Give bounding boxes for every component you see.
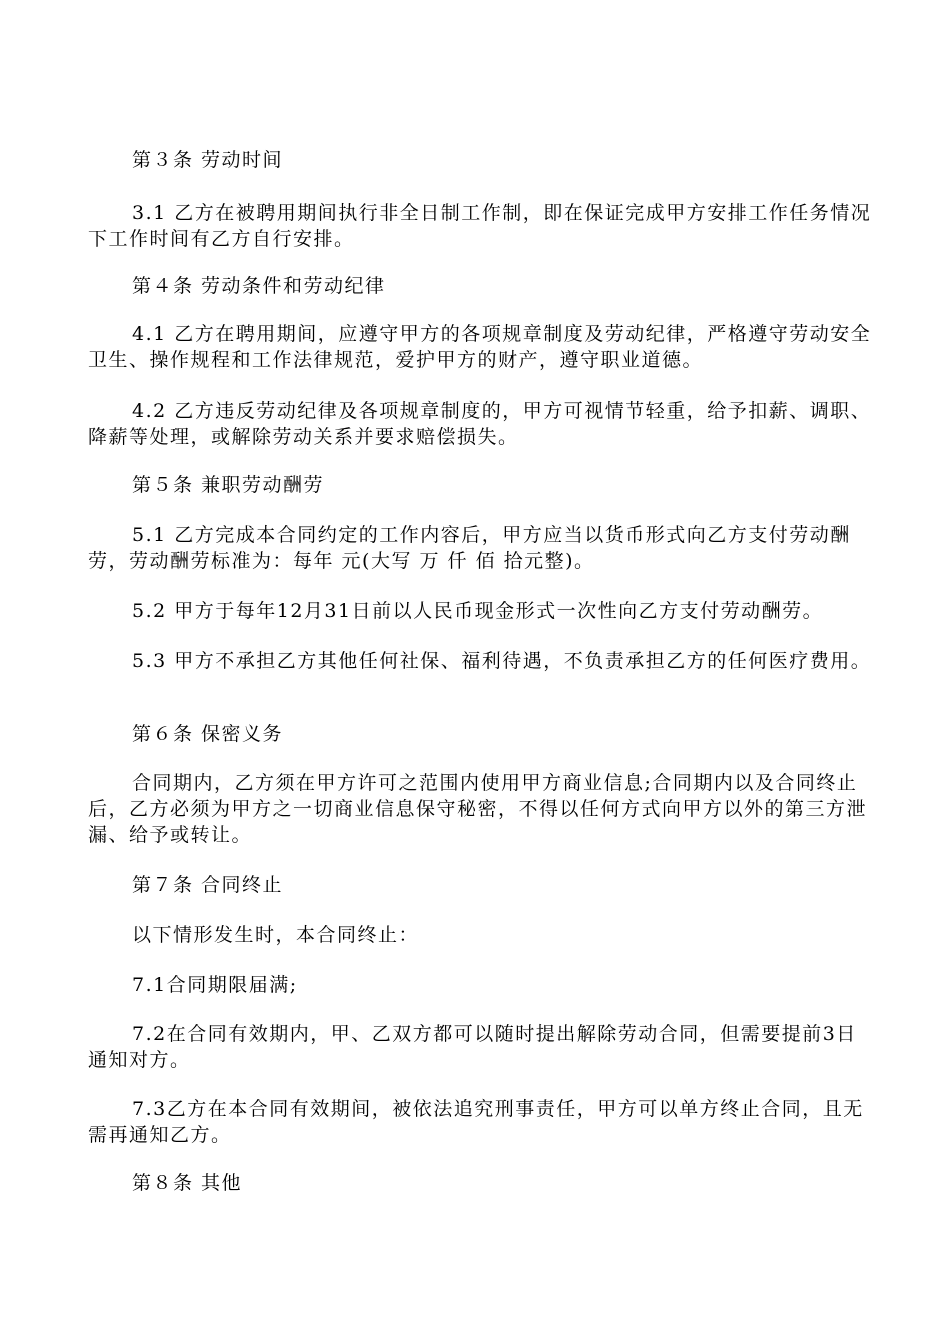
clause-5-3: 5.3 甲方不承担乙方其他任何社保、福利待遇，不负责承担乙方的任何医疗费用。 (132, 650, 872, 672)
clause-7-1: 7.1合同期限届满; (132, 974, 298, 996)
heading-article-4: 第４条 劳动条件和劳动纪律 (132, 275, 386, 297)
clause-4-2: 4.2 乙方违反劳动纪律及各项规章制度的，甲方可视情节轻重，给予扣薪、调职、降薪等处理，或解除劳动关系并要求赔偿损失。 (88, 400, 872, 448)
clause-3-1: 3.1 乙方在被聘用期间执行非全日制工作制，即在保证完成甲方安排工作任务情况下工作时间有乙方自行安排。 (88, 202, 872, 250)
heading-article-7: 第７条 合同终止 (132, 874, 284, 896)
clause-7-2: 7.2在合同有效期内，甲、乙双方都可以随时提出解除劳动合同，但需要提前3日通知对方。 (88, 1023, 857, 1071)
heading-article-3: 第３条 劳动时间 (132, 149, 284, 171)
termination-intro: 以下情形发生时，本合同终止： (132, 924, 420, 946)
clause-7-3: 7.3乙方在本合同有效期间，被依法追究刑事责任，甲方可以单方终止合同，且无需再通知乙方。 (88, 1098, 864, 1146)
clause-5-1: 5.1 乙方完成本合同约定的工作内容后，甲方应当以货币形式向乙方支付劳动酬劳，劳动酬劳标准为：每年 元(大写 万 仟 佰 拾元整)。 (88, 524, 851, 572)
heading-article-5: 第５条 兼职劳动酬劳 (132, 474, 325, 496)
heading-article-8: 第８条 其他 (132, 1172, 243, 1194)
clause-4-1: 4.1 乙方在聘用期间，应遵守甲方的各项规章制度及劳动纪律，严格遵守劳动安全卫生、操作规程和工作法律规范，爱护甲方的财产，遵守职业道德。 (88, 323, 872, 371)
clause-5-2: 5.2 甲方于每年12月31日前以人民币现金形式一次性向乙方支付劳动酬劳。 (132, 600, 824, 622)
confidentiality-paragraph: 合同期内，乙方须在甲方许可之范围内使用甲方商业信息;合同期内以及合同终止后，乙方必须为甲方之一切商业信息保守秘密，不得以任何方式向甲方以外的第三方泄漏、给予或转让。 (88, 772, 868, 846)
heading-article-6: 第６条 保密义务 (132, 723, 284, 745)
